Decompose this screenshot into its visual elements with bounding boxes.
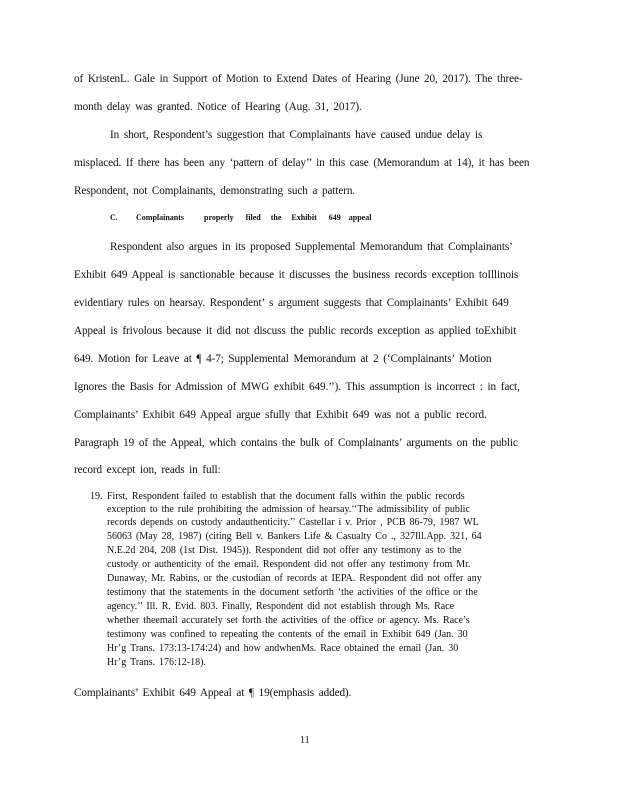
block-quote-line: Dunaway, Mr. Rabins, or the custodian of records at IEPA. Respondent did not offer any: [107, 573, 482, 584]
block-quote-line: exception to the rule prohibiting the admission of hearsay.‘‘The admissibility of public: [107, 504, 470, 515]
block-quote-line: records depends on custody andauthenticity.’’ Castellar i v. Prior , PCB 86-79, 1987 WL: [107, 517, 479, 528]
page-number: 11: [300, 735, 310, 746]
section-heading-letter: C.: [110, 213, 118, 222]
body-text-line: Exhibit 649 Appeal is sanctionable because it discusses the business records exception toIllinois: [74, 269, 519, 281]
block-quote-line: Hr’g Trans. 173:13-174:24) and how andwhenMs. Race obtained the email (Jan. 30: [107, 643, 459, 654]
body-text-line: of KristenL. Gale in Support of Motion to Extend Dates of Hearing (June 20, 2017). The three-: [74, 73, 523, 85]
block-quote-line: custody or authenticity of the email. Respondent did not offer any testimony from Mr.: [107, 559, 471, 570]
body-text-line: misplaced. If there has been any ‘pattern of delay’’ in this case (Memorandum at 14), it has been: [74, 157, 530, 169]
block-quote-line: First, Respondent failed to establish that the document falls within the public records: [107, 491, 465, 502]
body-text-line: Respondent, not Complainants, demonstrating such a pattern.: [74, 185, 356, 197]
body-text-line: Respondent also argues in its proposed Supplemental Memorandum that Complainants’: [110, 241, 513, 253]
body-text-line: Paragraph 19 of the Appeal, which contains the bulk of Complainants’ arguments on the public: [74, 437, 518, 449]
body-text-line: month delay was granted. Notice of Hearing (Aug. 31, 2017).: [74, 101, 362, 113]
body-text-line: record except ion, reads in full:: [74, 464, 221, 476]
body-text-line: 649. Motion for Leave at ¶ 4-7; Supplemental Memorandum at 2 (‘Complainants’ Motion: [74, 353, 492, 365]
body-text-line: Ignores the Basis for Admission of MWG exhibit 649.’’). This assumption is incorrect : in fact,: [74, 381, 520, 393]
body-text-line: Appeal is frivolous because it did not discuss the public records exception as applied toExhibit: [74, 325, 517, 337]
section-heading: [110, 213, 371, 222]
section-heading-text: Complainants properly filed the Exhibit 649 appeal: [136, 213, 372, 222]
block-quote-line: 56063 (May 28, 1987) (citing Bell v. Bankers Life & Casualty Co ., 327Ill.App. 321, 64: [107, 531, 482, 542]
body-text-line: In short, Respondent’s suggestion that Complainants have caused undue delay is: [110, 129, 483, 141]
block-quote-line: agency.’’ Ill. R. Evid. 803. Finally, Respondent did not establish through Ms. Race: [107, 601, 455, 612]
block-quote-line: Hr’g Trans. 176:12-18).: [107, 657, 206, 668]
block-quote-line: testimony that the statements in the document setforth ‘the activities of the office or the: [107, 587, 478, 598]
body-text-line: Complainants’ Exhibit 649 Appeal argue sfully that Exhibit 649 was not a public record.: [74, 409, 487, 421]
block-quote-line: whether theemail accurately set forth the activities of the office or agency. Ms. Race’s: [107, 615, 470, 626]
block-quote-line: N.E.2d 204, 208 (1st Dist. 1945)). Respondent did not offer any testimony as to the: [107, 545, 462, 556]
block-quote-line: testimony was confined to repeating the contents of the email in Exhibit 649 (Jan. 30: [107, 629, 468, 640]
body-text-line: evidentiary rules on hearsay. Respondent’ s argument suggests that Complainants’ Exhibit 649: [74, 297, 509, 309]
citation-line: Complainants’ Exhibit 649 Appeal at ¶ 19(emphasis added).: [74, 687, 352, 699]
quote-paragraph-number: 19.: [90, 491, 103, 502]
